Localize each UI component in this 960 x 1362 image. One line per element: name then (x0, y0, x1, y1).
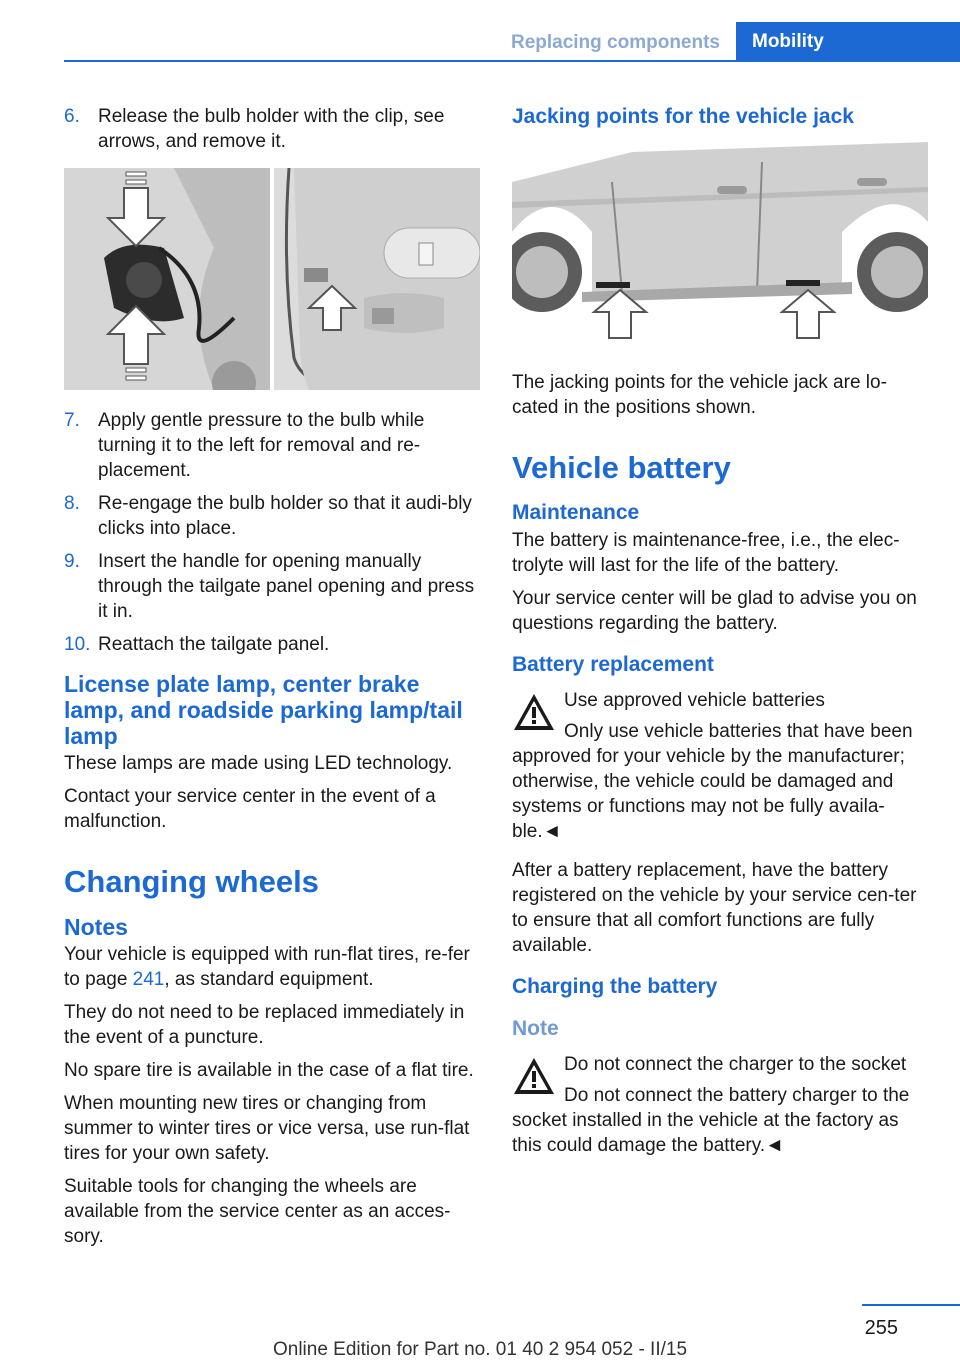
warning-body: Only use vehicle batteries that have been approved for your vehicle by the manufacturer; otherwise, the vehicle could be damaged and systems or functions may not be fully availa-ble.◄ (512, 721, 913, 842)
header-section-title: Replacing components (510, 32, 720, 53)
jacking-points-paragraph: The jacking points for the vehicle jack are lo-cated in the positions shown. (512, 372, 887, 418)
left-column (64, 104, 480, 1257)
warning-triangle-icon (512, 692, 556, 732)
edition-footer: Online Edition for Part no. 01 40 2 954 052 - II/15 (272, 1339, 688, 1360)
maintenance-paragraph-2: Your service center will be glad to advise you on questions regarding the battery. (512, 588, 917, 634)
header-chapter-tab: Mobility (736, 22, 960, 62)
notes-paragraph-1 (64, 942, 480, 992)
changing-wheels-heading: Changing wheels (64, 864, 319, 899)
step-9 (64, 549, 480, 624)
footer-rule (862, 1304, 960, 1306)
jacking-points-heading: Jacking points for the vehicle jack (512, 105, 854, 128)
page-link-241[interactable]: 241 (132, 969, 165, 990)
jacking-points-figure (512, 142, 928, 342)
notes-heading: Notes (64, 914, 128, 940)
notes-paragraph-2: They do not need to be replaced immediately in the event of a puncture. (64, 1002, 465, 1048)
step-text: Reattach the tailgate panel. (98, 634, 330, 655)
step-number: 10. (64, 634, 91, 655)
maintenance-paragraph-1: The battery is maintenance-free, i.e., the elec-trolyte will last for the life of the battery. (512, 530, 900, 576)
warning-charger-socket (512, 1052, 928, 1158)
notes-text: Your vehicle is equipped with run-flat tires, re-fer to page (64, 944, 470, 990)
header-rule (64, 60, 960, 62)
step-text: Release the bulb holder with the clip, see arrows, and remove it. (98, 106, 445, 152)
page-number: 255 (864, 1317, 898, 1339)
right-column (512, 104, 928, 1166)
bulb-holder-figure (64, 168, 480, 390)
license-paragraph-2: Contact your service center in the event of a malfunction. (64, 786, 436, 832)
step-text: Re-engage the bulb holder so that it audi-bly clicks into place. (98, 493, 472, 539)
step-7 (64, 408, 480, 483)
charging-battery-heading: Charging the battery (512, 975, 718, 998)
license-paragraph-1: These lamps are made using LED technology. (64, 753, 453, 774)
warning-body: Do not connect the battery charger to the socket installed in the vehicle at the factory as this could damage the battery.◄ (512, 1085, 910, 1156)
warning-approved-batteries (512, 688, 928, 844)
notes-paragraph-5: Suitable tools for changing the wheels are available from the service center as an acces-sory. (64, 1176, 451, 1247)
step-number: 7. (64, 410, 80, 431)
battery-replacement-paragraph: After a battery replacement, have the battery registered on the vehicle by your service cen-ter to ensure that all comfort functions are fully available. (512, 860, 917, 956)
step-number: 9. (64, 551, 80, 572)
warning-title: Use approved vehicle batteries (564, 690, 825, 711)
notes-paragraph-4: When mounting new tires or changing from summer to winter tires or vice versa, use run-flat tires for your own safety. (64, 1093, 470, 1164)
note-heading: Note (512, 1017, 559, 1040)
step-10 (64, 632, 480, 657)
warning-triangle-icon (512, 1056, 556, 1096)
maintenance-heading: Maintenance (512, 501, 640, 524)
notes-text: , as standard equipment. (164, 969, 374, 990)
battery-replacement-heading: Battery replacement (512, 653, 714, 676)
notes-paragraph-3: No spare tire is available in the case of a flat tire. (64, 1060, 474, 1081)
step-text: Apply gentle pressure to the bulb while turning it to the left for removal and re-placement. (98, 410, 425, 481)
step-6 (64, 104, 480, 154)
step-number: 8. (64, 493, 80, 514)
warning-title: Do not connect the charger to the socket (564, 1054, 907, 1075)
step-number: 6. (64, 106, 80, 127)
vehicle-battery-heading: Vehicle battery (512, 450, 731, 485)
step-text: Insert the handle for opening manually through the tailgate panel opening and press it in. (98, 551, 475, 622)
license-lamp-heading: License plate lamp, center brake lamp, and roadside parking lamp/tail lamp (64, 671, 463, 749)
step-8 (64, 491, 480, 541)
